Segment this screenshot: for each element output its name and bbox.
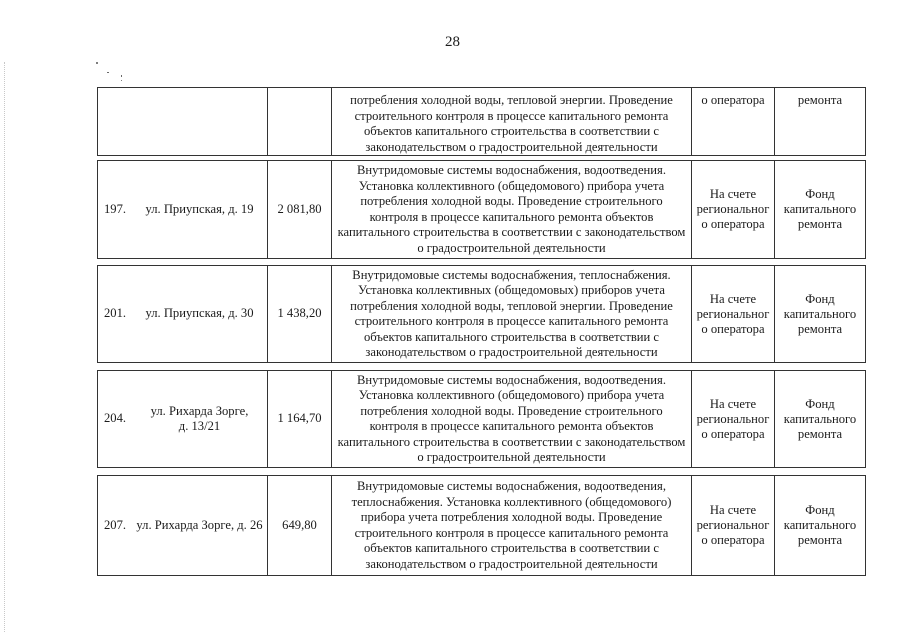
- account-text: На счете региональног о оператора: [696, 503, 770, 547]
- fund-cell: [775, 266, 865, 362]
- account-text: о оператора: [701, 93, 765, 107]
- account-cell: [692, 88, 775, 155]
- works-cell: [332, 266, 692, 362]
- address-cell: [98, 161, 268, 258]
- area-cell: [268, 371, 332, 467]
- row-number: 207.: [104, 517, 127, 532]
- area-cell: [268, 266, 332, 362]
- address-cell: [98, 371, 268, 467]
- row-number: 204.: [104, 411, 127, 426]
- address: ул. Приупская, д. 30: [145, 306, 254, 321]
- fund-text: Фонд капитального ремонта: [783, 503, 857, 547]
- works-cell: [332, 371, 692, 467]
- account-cell: [692, 161, 775, 258]
- address-cell: [98, 88, 268, 155]
- account-text: На счете региональног о оператора: [696, 396, 770, 441]
- address: ул. Рихарда Зорге, д. 13/21: [150, 403, 249, 433]
- account-cell: [692, 476, 775, 575]
- works-cell: [332, 476, 692, 575]
- fund-text: Фонд капитального ремонта: [783, 291, 857, 336]
- scan-speck: [121, 80, 122, 81]
- area-cell: [268, 476, 332, 575]
- fund-cell: [775, 476, 865, 575]
- works-text: потребления холодной воды, тепловой энергии. Проведение строительного контроля в процессе капитального ремонта объектов капитального строительства в соответствии с законодательством о градостроительной деятельности: [350, 93, 673, 154]
- works-text: Внутридомовые системы водоснабжения, водоотведения, теплоснабжения. Установка коллективного (общедомового) прибора учета потребления холодной воды. Проведение строительного контроля в процессе капитального ремонта объектов капитального строительства в соответствии с законодательством о градостроительной деятельности: [351, 479, 672, 571]
- fund-text: Фонд капитального ремонта: [783, 396, 857, 441]
- table-row: [97, 475, 866, 576]
- row-number: 197.: [104, 201, 127, 216]
- area-value: 649,80: [282, 517, 317, 532]
- area-value: 2 081,80: [277, 201, 322, 216]
- account-text: На счете региональног о оператора: [696, 187, 770, 231]
- scan-speck: [96, 62, 98, 64]
- account-cell: [692, 266, 775, 362]
- address: ул. Рихарда Зорге, д. 26: [136, 517, 263, 532]
- fund-cell: [775, 161, 865, 258]
- address-cell: [98, 266, 268, 362]
- area-value: 1 438,20: [277, 306, 322, 321]
- area-cell: [268, 161, 332, 258]
- page-number: 28: [445, 34, 460, 50]
- table-row: [97, 160, 866, 259]
- area-value: 1 164,70: [277, 411, 322, 426]
- works-text: Внутридомовые системы водоснабжения, водоотведения. Установка коллективного (общедомового) прибора учета потребления холодной воды. Проведение строительного контроля в процессе капитального ремонта объектов капитального строительства в соответствии с законодательством о градостроительной деятельности: [337, 372, 686, 464]
- works-cell: [332, 161, 692, 258]
- fund-text: ремонта: [797, 93, 843, 107]
- fund-cell: [775, 371, 865, 467]
- table-row: [97, 265, 866, 363]
- table-row: [97, 87, 866, 156]
- scan-edge-marks: [4, 62, 5, 632]
- table-row: [97, 370, 866, 468]
- address-cell: [98, 476, 268, 575]
- area-cell: [268, 88, 332, 155]
- account-text: На счете региональног о оператора: [696, 291, 770, 336]
- works-text: Внутридомовые системы водоснабжения, теплоснабжения. Установка коллективных (общедомовых) приборов учета потребления холодной воды, тепловой энергии. Проведение строительного контроля в процессе капитального ремонта объектов капитального строительства в соответствии с законодательством о градостроительной деятельности: [350, 267, 673, 359]
- row-number: 201.: [104, 306, 127, 321]
- address: ул. Приупская, д. 19: [145, 201, 254, 216]
- fund-text: Фонд капитального ремонта: [783, 187, 857, 231]
- works-text: Внутридомовые системы водоснабжения, водоотведения. Установка коллективного (общедомового) прибора учета потребления холодной воды. Проведение строительного контроля в процессе капитального ремонта объектов капитального строительства в соответствии с законодательством о градостроительной деятельности: [337, 163, 686, 255]
- scan-speck: [107, 72, 109, 73]
- scan-speck: [121, 75, 122, 77]
- works-cell: [332, 88, 692, 155]
- fund-cell: [775, 88, 865, 155]
- account-cell: [692, 371, 775, 467]
